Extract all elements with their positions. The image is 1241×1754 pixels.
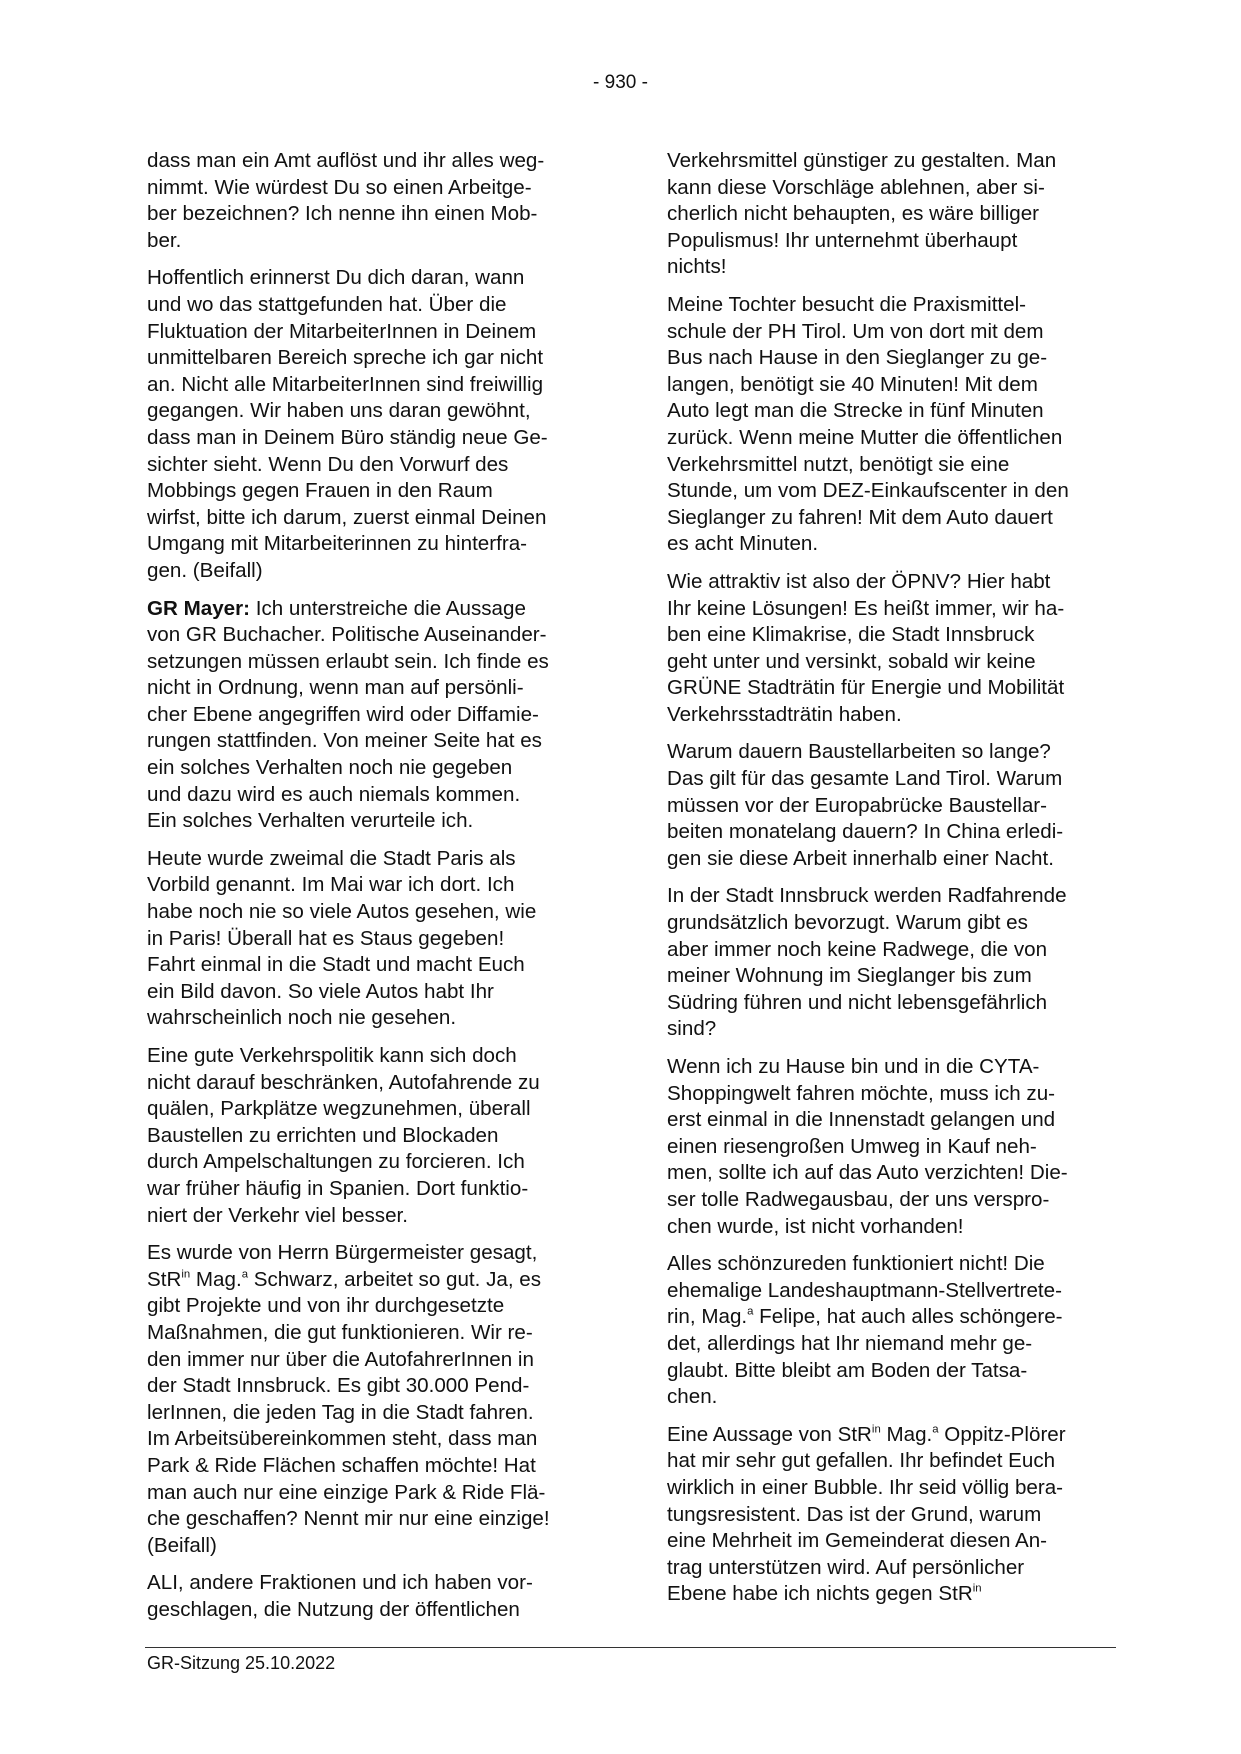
paragraph [147, 1240, 599, 1559]
superscript: in [972, 1582, 982, 1595]
text-line: Fahrt einmal in die Stadt und macht Euch [147, 953, 525, 977]
text-line: quälen, Parkplätze wegzunehmen, überall [147, 1097, 531, 1121]
text-line: gegangen. Wir haben uns daran gewöhnt, [147, 399, 531, 423]
text-line: Populismus! Ihr unternehmt überhaupt [667, 228, 1018, 252]
text-line: war früher häufig in Spanien. Dort funktio- [147, 1176, 529, 1200]
paragraph [147, 265, 599, 584]
text-line: Shoppingwelt fahren möchte, muss ich zu- [667, 1081, 1056, 1105]
text-line: Südring führen und nicht lebensgefährlich [667, 990, 1048, 1014]
text-line: Meine Tochter besucht die Praxismittel- [667, 292, 1027, 316]
text-line: Umgang mit Mitarbeiterinnen zu hinterfra- [147, 532, 527, 556]
paragraph [667, 569, 1119, 729]
text-line: Baustellen zu errichten und Blockaden [147, 1123, 499, 1147]
text-line: nicht in Ordnung, wenn man auf persönli- [147, 676, 524, 700]
text-line: Mobbings gegen Frauen in den Raum [147, 479, 493, 503]
text-line: Verkehrsstadträtin haben. [667, 702, 902, 726]
text-line: tungsresistent. Das ist der Grund, warum [667, 1502, 1042, 1526]
text-line: Es wurde von Herrn Bürgermeister gesagt, [147, 1241, 538, 1265]
text-line: gibt Projekte und von ihr durchgesetzte [147, 1294, 505, 1318]
text-line: Wenn ich zu Hause bin und in die CYTA- [667, 1055, 1040, 1078]
text-line: sind? [667, 1017, 717, 1041]
text-line: durch Ampelschaltungen zu forcieren. Ich [147, 1150, 525, 1174]
text-line: chen. [667, 1385, 718, 1409]
left-text-column [147, 148, 599, 1634]
text-line: Heute wurde zweimal die Stadt Paris als [147, 846, 516, 870]
speaker-name: GR Mayer: [147, 596, 250, 620]
text-line: cher Ebene angegriffen wird oder Diffamie- [147, 702, 539, 726]
text-line: einen riesengroßen Umweg in Kauf neh- [667, 1134, 1037, 1158]
text-line: an. Nicht alle MitarbeiterInnen sind freiwillig [147, 372, 544, 396]
text-line: det, allerdings hat Ihr niemand mehr ge- [667, 1331, 1033, 1355]
text-line: gen sie diese Arbeit innerhalb einer Nacht. [667, 846, 1054, 870]
text-line: sichter sieht. Wenn Du den Vorwurf des [147, 452, 509, 476]
text-line: ein solches Verhalten noch nie gegeben [147, 756, 513, 780]
paragraph [147, 1570, 599, 1623]
text-line: ein Bild davon. So viele Autos habt Ihr [147, 979, 494, 1003]
text-line: Bus nach Hause in den Sieglanger zu ge- [667, 346, 1048, 370]
text-line: StR$^{in}$ Mag.$^a$ Schwarz, arbeitet so gut. Ja, es [147, 1267, 542, 1291]
text-line: geschlagen, die Nutzung der öffentlichen [147, 1597, 520, 1621]
text-line: es acht Minuten. [667, 532, 819, 556]
text-line: Eine Aussage von StR$^{in}$ Mag.$^a$ Oppitz-Plörer [667, 1422, 1066, 1446]
text-line: In der Stadt Innsbruck werden Radfahrende [667, 884, 1067, 908]
text-line: Auto legt man die Strecke in fünf Minuten [667, 399, 1044, 423]
text-line: dass man ein Amt auflöst und ihr alles weg- [147, 149, 545, 172]
text-line: und wo das stattgefunden hat. Über die [147, 292, 507, 316]
paragraph [147, 1043, 599, 1229]
text-line: schule der PH Tirol. Um von dort mit dem [667, 319, 1044, 343]
page-number: - 930 - [593, 72, 648, 93]
text-line: Stunde, um vom DEZ-Einkaufscenter in den [667, 479, 1069, 503]
text-line: trag unterstützen wird. Auf persönlicher [667, 1555, 1025, 1579]
text-line: Wie attraktiv ist also der ÖPNV? Hier habt [667, 569, 1051, 593]
text-line: nimmt. Wie würdest Du so einen Arbeitge- [147, 175, 532, 199]
paragraph [147, 846, 599, 1032]
text-line: glaubt. Bitte bleibt am Boden der Tatsa- [667, 1358, 1028, 1382]
text-line: lerInnen, die jeden Tag in die Stadt fahren. [147, 1400, 534, 1424]
text-line: Das gilt für das gesamte Land Tirol. Warum [667, 767, 1063, 791]
text-line: zurück. Wenn meine Mutter die öffentlichen [667, 425, 1063, 449]
text-line: unmittelbaren Bereich spreche ich gar nicht [147, 346, 544, 370]
text-line: Alles schönzureden funktioniert nicht! Die [667, 1252, 1045, 1276]
text-line: chen wurde, ist nicht vorhanden! [667, 1214, 964, 1238]
text-line: cherlich nicht behaupten, es wäre billiger [667, 202, 1040, 226]
text-line: Im Arbeitsübereinkommen steht, dass man [147, 1427, 538, 1451]
paragraph [667, 883, 1119, 1043]
text-line: grundsätzlich bevorzugt. Warum gibt es [667, 911, 1028, 935]
text-line: Maßnahmen, die gut funktionieren. Wir re- [147, 1320, 533, 1344]
text-line: der Stadt Innsbruck. Es gibt 30.000 Pend- [147, 1374, 530, 1398]
superscript: a [747, 1305, 754, 1318]
text-line: wirklich in einer Bubble. Ihr seid völlig bera- [667, 1475, 1064, 1499]
text-line: erst einmal in die Innenstadt gelangen und [667, 1108, 1056, 1132]
text-line: gen. (Beifall) [147, 558, 263, 582]
paragraph [667, 292, 1119, 558]
text-line: ber. [147, 228, 182, 252]
text-line: von GR Buchacher. Politische Auseinander- [147, 623, 547, 647]
paragraph [667, 1054, 1119, 1240]
text-line: nicht darauf beschränken, Autofahrende zu [147, 1070, 540, 1094]
text-line: wahrscheinlich noch nie gesehen. [147, 1006, 457, 1030]
text-line: Verkehrsmittel günstiger zu gestalten. Man [667, 149, 1057, 172]
paragraph [667, 148, 1119, 281]
text-line: rungen stattfinden. Von meiner Seite hat es [147, 729, 542, 753]
text-line: ben eine Klimakrise, die Stadt Innsbruck [667, 623, 1035, 647]
text-line: kann diese Vorschläge ablehnen, aber si- [667, 175, 1045, 199]
text-line: meiner Wohnung im Sieglanger bis zum [667, 964, 1032, 988]
text-line: GRÜNE Stadträtin für Energie und Mobilität [667, 676, 1065, 700]
paragraph [667, 1422, 1119, 1608]
text-line: Warum dauern Baustellarbeiten so lange? [667, 740, 1051, 764]
text-line: müssen vor der Europabrücke Baustellar- [667, 793, 1048, 817]
text-line: ber bezeichnen? Ich nenne ihn einen Mob- [147, 202, 538, 226]
text-line: Eine gute Verkehrspolitik kann sich doch [147, 1044, 517, 1067]
paragraph [667, 1251, 1119, 1411]
text-line: Verkehrsmittel nutzt, benötigt sie eine [667, 452, 1010, 476]
text-line: habe noch nie so viele Autos gesehen, wie [147, 900, 537, 924]
text-line: dass man in Deinem Büro ständig neue Ge- [147, 425, 548, 449]
text-line: men, sollte ich auf das Auto verzichten! Die- [667, 1161, 1068, 1185]
footer-session-date: GR-Sitzung 25.10.2022 [147, 1653, 336, 1673]
text-line: ser tolle Radwegausbau, der uns verspro- [667, 1187, 1050, 1211]
text-line: beiten monatelang dauern? In China erledi- [667, 820, 1064, 844]
right-text-column [667, 148, 1119, 1619]
text-line: geht unter und versinkt, sobald wir keine [667, 649, 1036, 673]
text-line: Park & Ride Flächen schaffen möchte! Hat [147, 1453, 536, 1477]
text-line: Ihr keine Lösungen! Es heißt immer, wir ha- [667, 596, 1065, 620]
footer-divider [145, 1647, 1116, 1648]
text-line: eine Mehrheit im Gemeinderat diesen An- [667, 1529, 1048, 1553]
text-line: und dazu wird es auch niemals kommen. [147, 782, 521, 806]
paragraph [147, 596, 599, 835]
superscript: in [871, 1423, 881, 1436]
paragraph [667, 739, 1119, 872]
text-line: setzungen müssen erlaubt sein. Ich finde es [147, 649, 549, 673]
text-line: Ebene habe ich nichts gegen StR$^{in}$ [667, 1582, 982, 1606]
text-line: den immer nur über die AutofahrerInnen in [147, 1347, 534, 1371]
text-line: che geschaffen? Nennt mir nur eine einzige! [147, 1507, 550, 1531]
text-line: GR Mayer: Ich unterstreiche die Aussage [147, 596, 526, 620]
text-line: Vorbild genannt. Im Mai war ich dort. Ich [147, 873, 515, 897]
text-line: aber immer noch keine Radwege, die von [667, 937, 1048, 961]
text-line: in Paris! Überall hat es Staus gegeben! [147, 926, 505, 950]
text-line: Hoffentlich erinnerst Du dich daran, wann [147, 266, 525, 290]
text-line: niert der Verkehr viel besser. [147, 1203, 408, 1227]
text-line: ehemalige Landeshauptmann-Stellvertrete- [667, 1278, 1062, 1302]
text-line: Ein solches Verhalten verurteile ich. [147, 809, 474, 833]
superscript: a [241, 1268, 248, 1281]
text-line: man auch nur eine einzige Park & Ride Flä- [147, 1480, 546, 1504]
text-line: ALI, andere Fraktionen und ich haben vor- [147, 1571, 533, 1595]
paragraph [147, 148, 599, 254]
text-line: langen, benötigt sie 40 Minuten! Mit dem [667, 372, 1038, 396]
text-line: (Beifall) [147, 1533, 217, 1557]
text-line: hat mir sehr gut gefallen. Ihr befindet Euch [667, 1449, 1056, 1473]
text-line: rin, Mag.$^a$ Felipe, hat auch alles schöngere- [667, 1305, 1063, 1329]
text-line: Sieglanger zu fahren! Mit dem Auto dauert [667, 505, 1053, 529]
superscript: in [181, 1268, 191, 1281]
text-line: Fluktuation der MitarbeiterInnen in Deinem [147, 319, 537, 343]
text-line: wirfst, bitte ich darum, zuerst einmal Deinen [147, 505, 547, 529]
superscript: a [932, 1423, 939, 1436]
text-line: nichts! [667, 255, 727, 279]
